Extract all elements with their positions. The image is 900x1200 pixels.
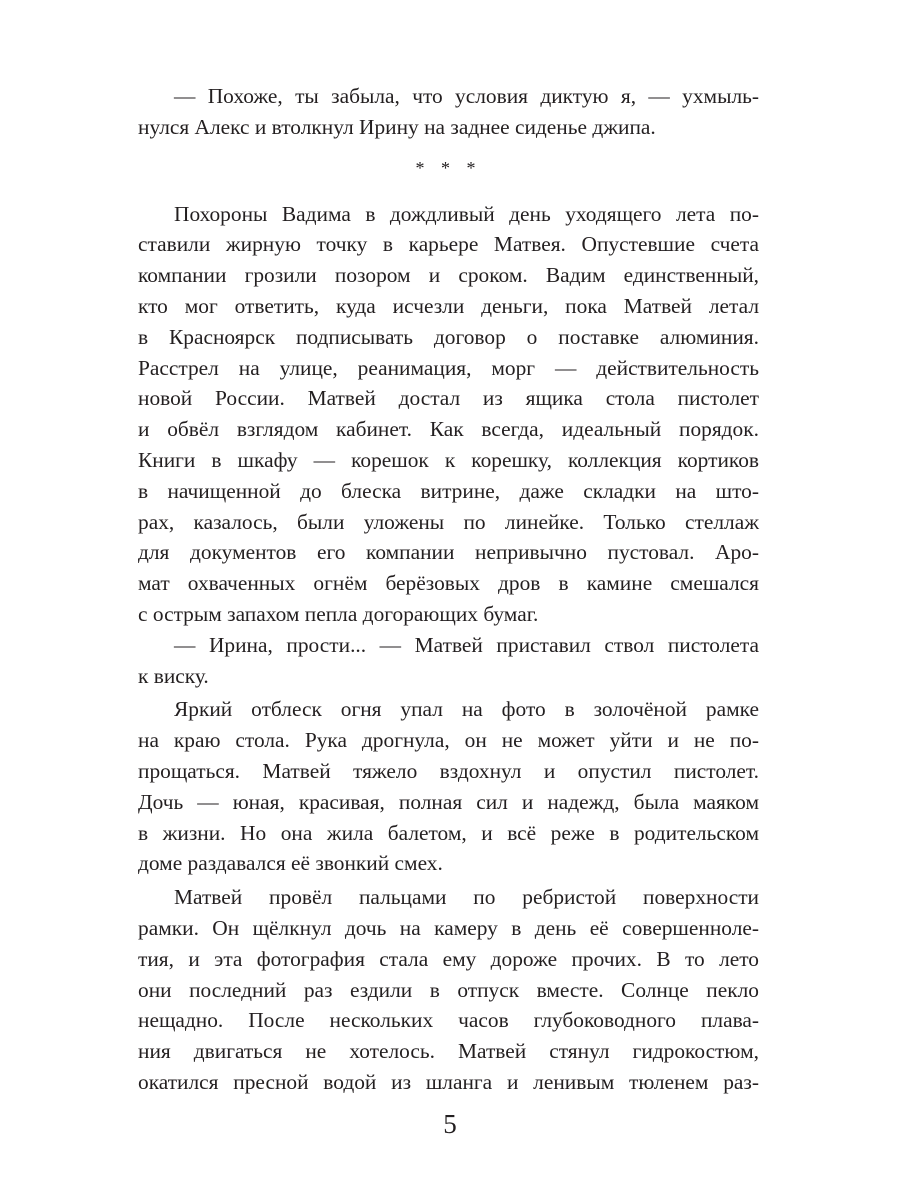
text-line: рамки. Он щёлкнул дочь на камеру в день её совершенноле-: [138, 915, 759, 940]
page-number: 5: [443, 1109, 457, 1139]
paragraph: [138, 882, 759, 1098]
text-line: новой России. Матвей достал из ящика стола пистолет: [138, 386, 759, 411]
text-line: на краю стола. Рука дрогнула, он не может уйти и не по-: [138, 728, 759, 753]
text-line: они последний раз ездили в отпуск вместе. Солнце пекло: [138, 977, 759, 1002]
text-line: окатился пресной водой из шланга и ленивым тюленем раз-: [138, 1069, 759, 1094]
text-line: в начищенной до блеска витрине, даже складки на што-: [138, 478, 759, 503]
text-line: рах, казалось, были уложены по линейке. Только стеллаж: [138, 509, 759, 534]
text-line: кто мог ответить, куда исчезли деньги, пока Матвей летал: [138, 293, 759, 318]
text-line: доме раздавался её звонкий смех.: [138, 851, 443, 876]
paragraph: [138, 81, 759, 143]
text-line: тия, и эта фотография стала ему дороже прочих. В то лето: [138, 946, 759, 971]
text-line: и обвёл взглядом кабинет. Как всегда, идеальный порядок.: [138, 417, 759, 442]
text-line: ставили жирную точку в карьере Матвея. Опустевшие счета: [138, 232, 759, 257]
text-line: в Красноярск подписывать договор о поставке алюминия.: [138, 324, 759, 349]
paragraph: [138, 630, 759, 692]
text-line: компании грозили позором и сроком. Вадим единственный,: [138, 263, 759, 288]
text-line: нещадно. После нескольких часов глубоководного плава-: [138, 1008, 759, 1033]
text-line: Дочь — юная, красивая, полная сил и надежд, была маяком: [138, 789, 759, 814]
text-line: Яркий отблеск огня упал на фото в золочёной рамке: [174, 697, 759, 722]
text-line: прощаться. Матвей тяжело вздохнул и опустил пистолет.: [138, 758, 759, 783]
text-line: — Похоже, ты забыла, что условия диктую я, — ухмыль-: [174, 84, 759, 108]
text-line: ния двигаться не хотелось. Матвей стянул гидрокостюм,: [138, 1039, 759, 1064]
paragraph: [138, 694, 759, 879]
text-line: мат охваченных огнём берёзовых дров в камине смешался: [138, 571, 759, 596]
text-line: для документов его компании непривычно пустовал. Аро-: [138, 540, 759, 565]
section-separator: * * *: [415, 157, 482, 178]
paragraph: [138, 199, 759, 630]
text-line: — Ирина, прости... — Матвей приставил ствол пистолета: [174, 632, 759, 657]
text-line: Расстрел на улице, реанимация, морг — действительность: [138, 355, 759, 380]
text-line: Матвей провёл пальцами по ребристой поверхности: [174, 885, 759, 910]
page-body: [138, 81, 759, 1098]
text-line: Книги в шкафу — корешок к корешку, коллекция кортиков: [138, 447, 759, 472]
text-line: с острым запахом пепла догорающих бумаг.: [138, 601, 539, 626]
text-line: к виску.: [138, 663, 209, 688]
text-line: Похороны Вадима в дождливый день уходящего лета по-: [174, 201, 759, 226]
text-line: нулся Алекс и втолкнул Ирину на заднее сиденье джипа.: [138, 114, 656, 139]
text-line: в жизни. Но она жила балетом, и всё реже в родительском: [138, 820, 759, 845]
